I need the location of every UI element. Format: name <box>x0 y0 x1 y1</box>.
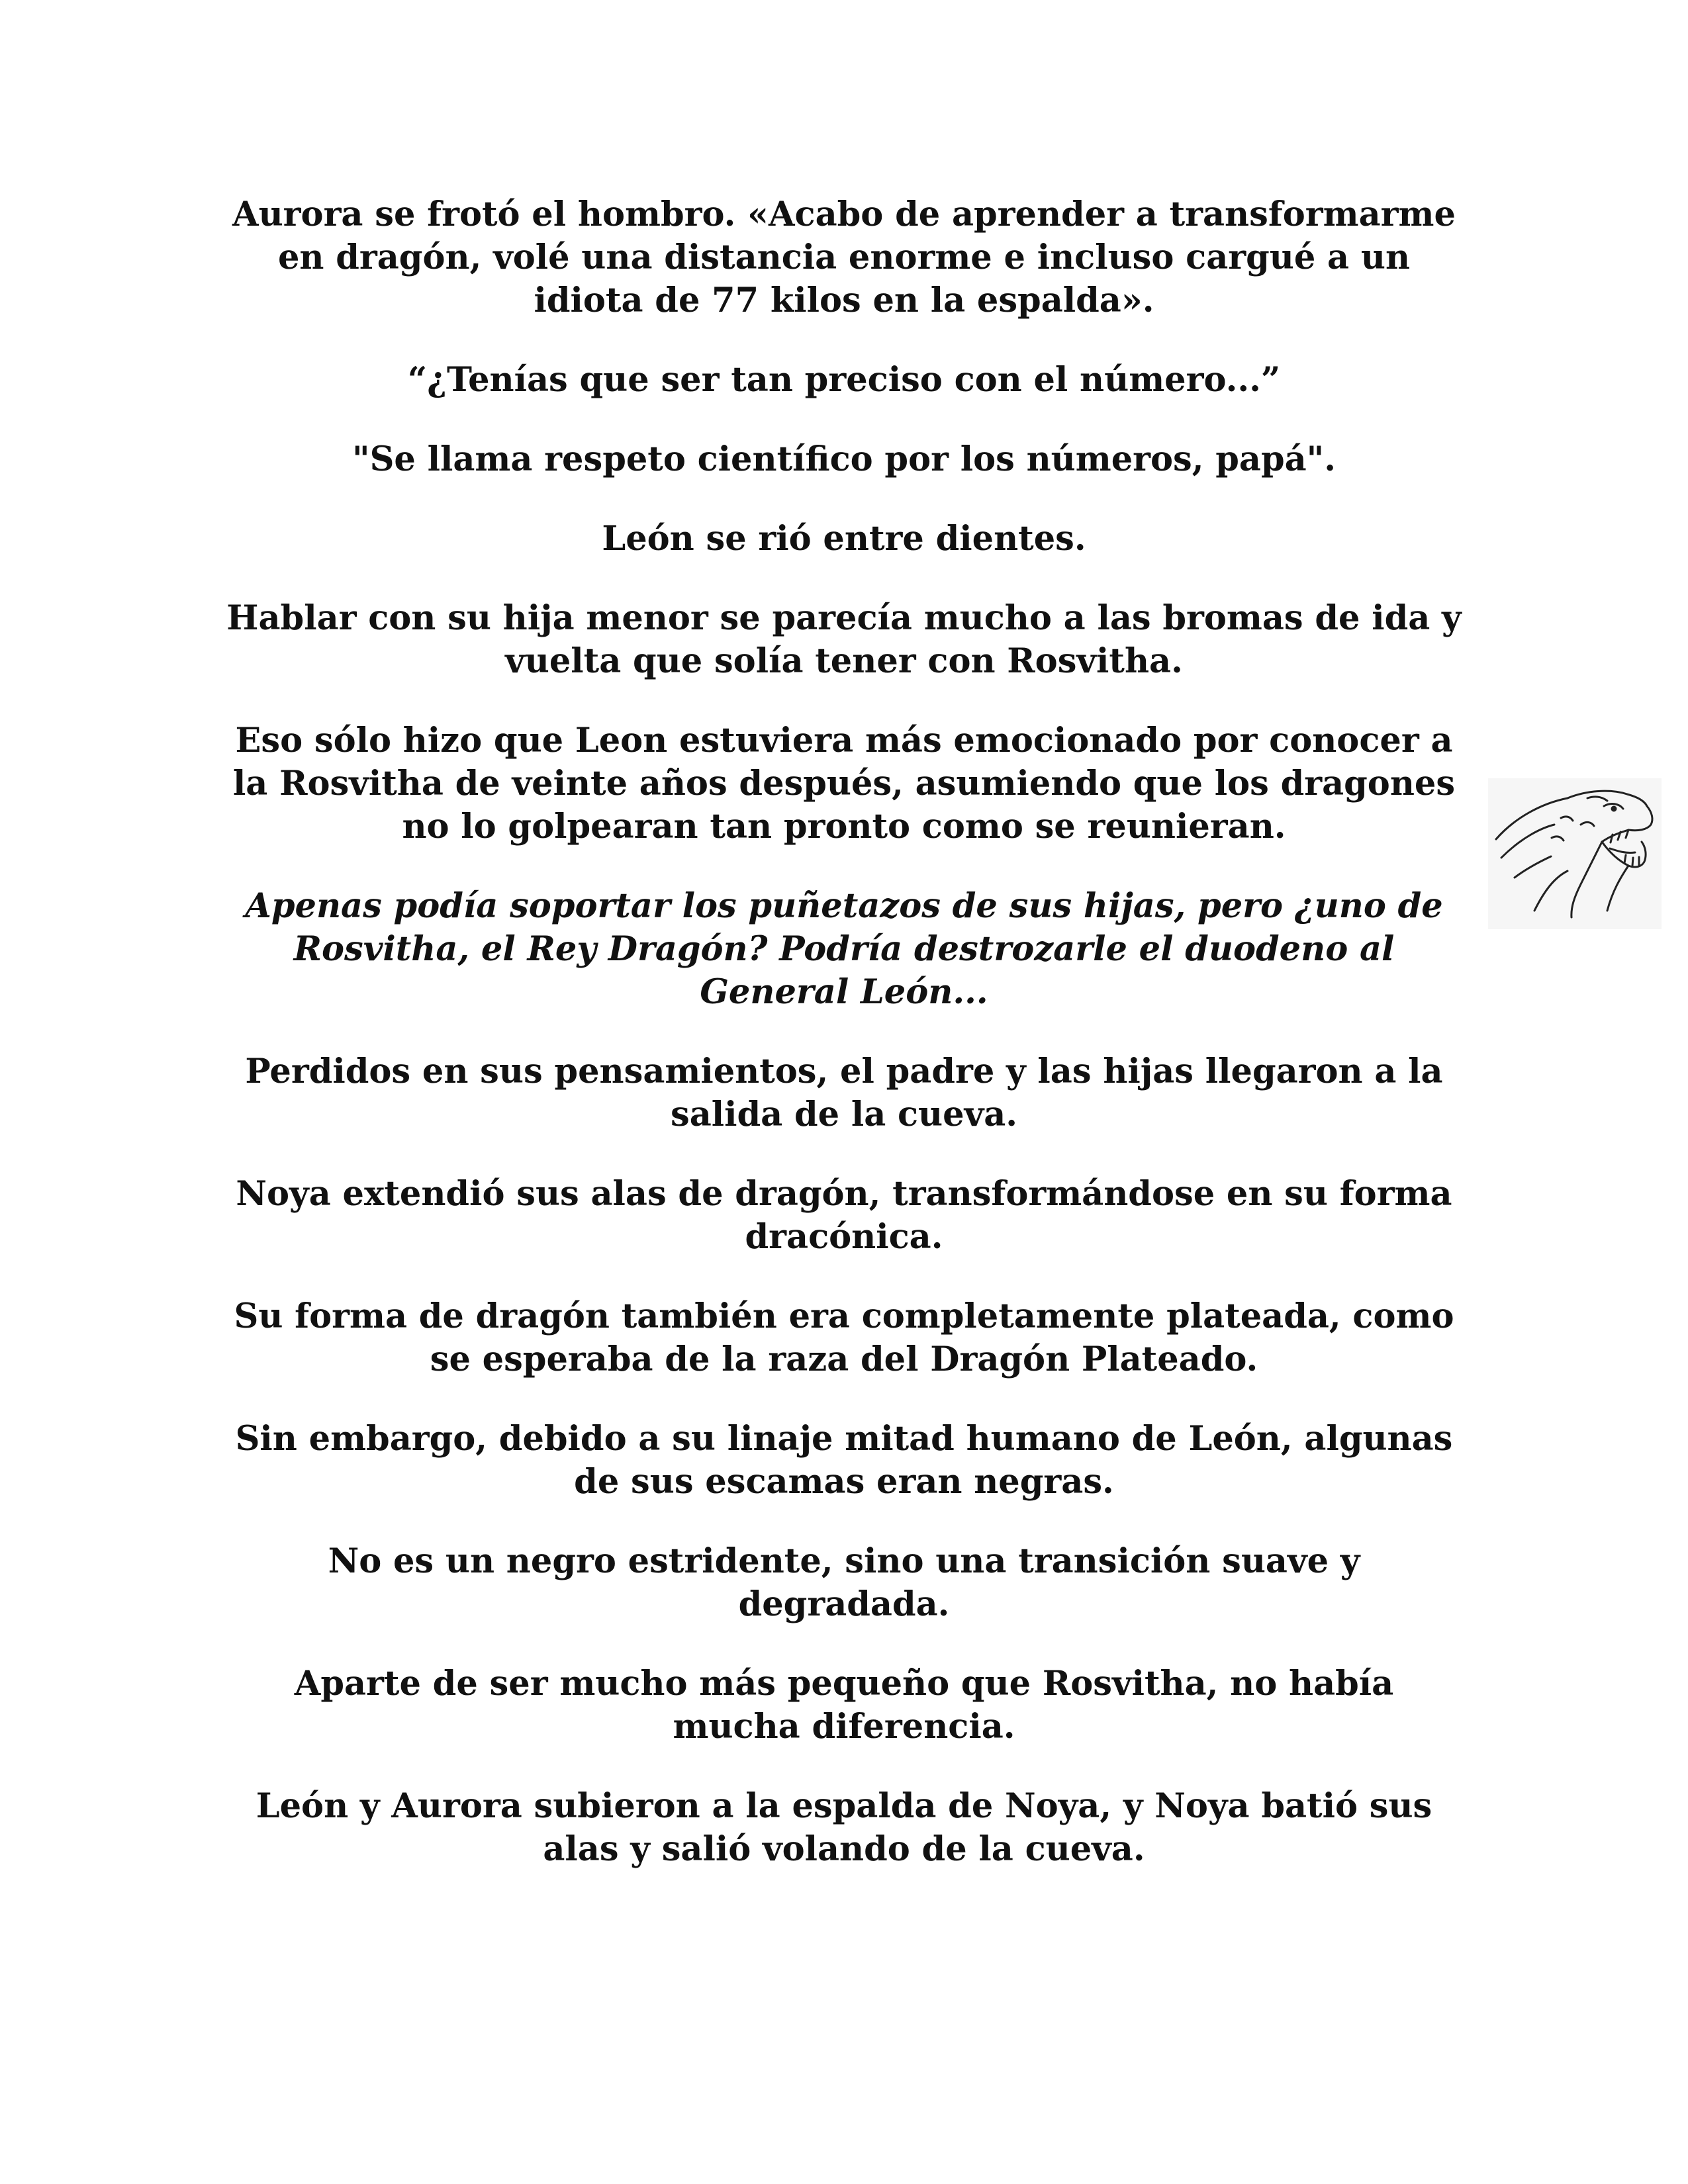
paragraph-12: No es un negro estridente, sino una transición suave y degradada. <box>328 1541 1360 1624</box>
paragraph-9: Noya extendió sus alas de dragón, transformándose en su forma dracónica. <box>236 1174 1452 1257</box>
paragraph-11: Sin embargo, debido a su linaje mitad humano de León, algunas de sus escamas eran negras. <box>235 1419 1453 1502</box>
paragraph-1: Aurora se frotó el hombro. «Acabo de aprender a transformarme en dragón, volé una distancia enorme e incluso cargué a un idiota de 77 kilos en la espalda». <box>232 195 1456 320</box>
paragraph-7-thought: Apenas podía soportar los puñetazos de sus hijas, pero ¿uno de Rosvitha, el Rey Dragón? Podría destrozarle el duodeno al General León... <box>245 886 1443 1012</box>
paragraph-4: León se rió entre dientes. <box>602 519 1086 559</box>
dragon-head-sketch-icon <box>1488 778 1662 929</box>
paragraph-8: Perdidos en sus pensamientos, el padre y las hijas llegaron a la salida de la cueva. <box>245 1052 1443 1134</box>
paragraph-10: Su forma de dragón también era completamente plateada, como se esperaba de la raza del Dragón Plateado. <box>234 1297 1454 1379</box>
paragraph-6: Eso sólo hizo que Leon estuviera más emocionado por conocer a la Rosvitha de veinte años después, asumiendo que los dragones no lo golpearan tan pronto como se reunieran. <box>232 721 1456 846</box>
paragraph-14: León y Aurora subieron a la espalda de Noya, y Noya batió sus alas y salió volando de la cueva. <box>256 1786 1432 1869</box>
paragraph-3: "Se llama respeto científico por los números, papá". <box>352 439 1336 479</box>
paragraph-2: “¿Tenías que ser tan preciso con el número...” <box>407 360 1281 400</box>
paragraph-5: Hablar con su hija menor se parecía mucho a las bromas de ida y vuelta que solía tener con Rosvitha. <box>226 598 1462 681</box>
page-body <box>225 193 1463 1907</box>
paragraph-13: Aparte de ser mucho más pequeño que Rosvitha, no había mucha diferencia. <box>294 1664 1394 1747</box>
